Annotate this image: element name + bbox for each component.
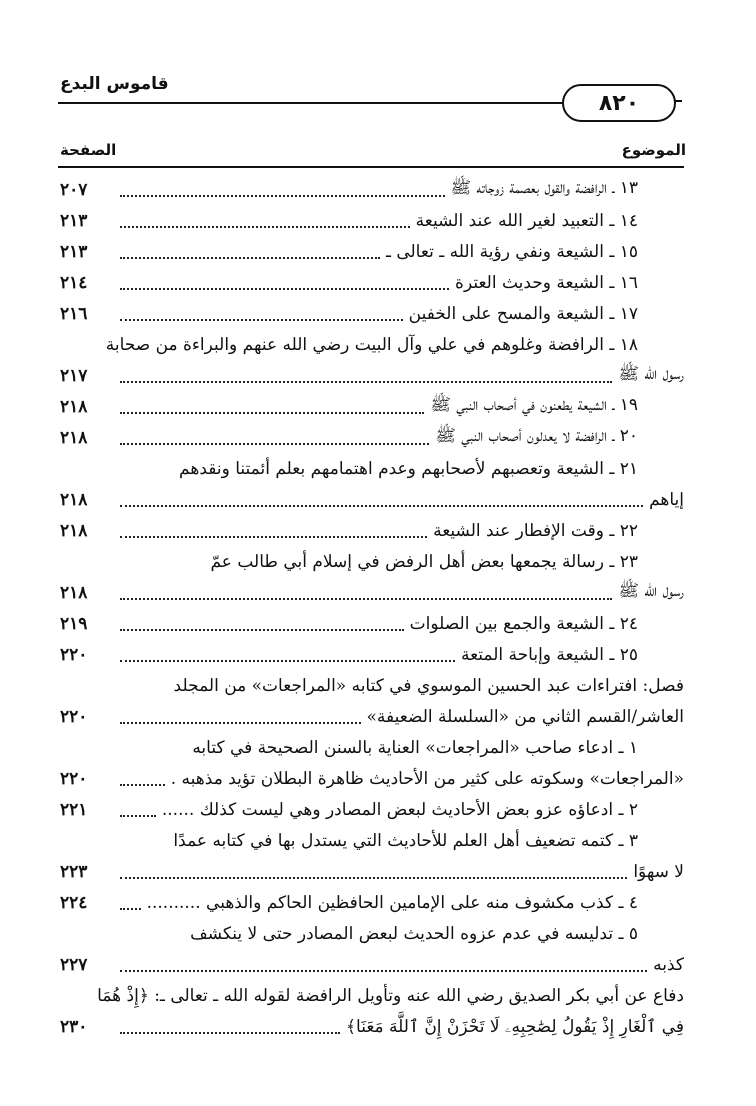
toc-entry-title: فصل: افتراءات عبد الحسين الموسوي في كتابه «المراجعات» من المجلد (173, 675, 684, 696)
toc-entry-title: إياهم (649, 489, 684, 510)
toc-entry-page: ٢٢٠ (60, 768, 88, 789)
toc-entry (60, 236, 684, 267)
dot-leader (120, 815, 156, 817)
toc-entry-title: ٢٠ ـ الرافضة لا يعدلون أصحاب النبي ﷺ (435, 426, 638, 446)
dot-leader (120, 319, 403, 321)
dot-leader (120, 195, 445, 197)
toc-entry (60, 608, 684, 639)
toc-entry-title: «المراجعات» وسكوته على كثير من الأحاديث ظاهرة البطلان تؤيد مذهبه . (170, 768, 684, 789)
toc-entry (60, 515, 684, 546)
toc-entry-title: ٢١ ـ الشيعة وتعصبهم لأصحابهم وعدم اهتمامهم بعلم أئمتنا ونقدهم (179, 458, 638, 479)
toc-entry-page: ٢٠٧ (60, 179, 88, 200)
subject-column-header: الموضوع (621, 141, 686, 159)
toc-entry (60, 732, 684, 763)
toc-entry-page: ٢١٨ (60, 582, 88, 603)
dot-leader (120, 908, 141, 910)
toc-entry-page: ٢١٨ (60, 489, 88, 510)
toc-entry (60, 1011, 684, 1042)
toc-entry (60, 546, 684, 577)
toc-entry (60, 794, 684, 825)
dot-leader (120, 660, 455, 662)
dot-leader (120, 288, 449, 290)
dot-leader (120, 970, 647, 972)
toc-entry (60, 453, 684, 484)
toc-entry (60, 639, 684, 670)
dot-leader (120, 877, 627, 879)
dot-leader (120, 1032, 340, 1034)
toc-entry (60, 918, 684, 949)
toc-entry (60, 577, 684, 608)
toc-entry-title: ١٣ ـ الرافضة والقول بعصمة زوجاته ﷺ (450, 178, 638, 198)
toc-entry (60, 329, 684, 360)
toc-entry (60, 701, 684, 732)
page-number: ٨٢٠ (598, 90, 640, 116)
toc-entry-page: ٢٢٧ (60, 954, 88, 975)
toc-entry-page: ٢١٤ (60, 272, 88, 293)
toc-entry-page: ٢٢٠ (60, 706, 88, 727)
dot-leader (120, 598, 612, 600)
toc-entry-page: ٢٢١ (60, 799, 88, 820)
toc-entry (60, 267, 684, 298)
toc-entry-title: ٥ ـ تدليسه في عدم عزوه الحديث لبعض المصادر حتى لا ينكشف (190, 923, 638, 944)
toc-entry-title: ١٥ ـ الشيعة ونفي رؤية الله ـ تعالى ـ (385, 241, 638, 262)
toc-entry-page: ٢١٧ (60, 365, 88, 386)
toc-entry-page: ٢١٨ (60, 520, 88, 541)
toc-entry-title: فِي ٱلْغَارِ إِذْ يَقُولُ لِصَٰحِبِهِۦ لَا تَحْزَنْ إِنَّ ٱللَّهَ مَعَنَا﴾ (346, 1017, 684, 1037)
dot-leader (120, 505, 643, 507)
toc-entry-page: ٢٣٠ (60, 1016, 88, 1037)
dot-leader (120, 257, 380, 259)
toc-entry (60, 980, 684, 1011)
toc-entry-title: العاشر/القسم الثاني من «السلسلة الضعيفة» (366, 706, 684, 727)
toc-entry-page: ٢١٣ (60, 210, 88, 231)
toc-entry-page: ٢٢٠ (60, 644, 88, 665)
dot-leader (120, 412, 424, 414)
toc-entry-title: كذبه (653, 954, 684, 975)
toc-entry-page: ٢١٨ (60, 396, 88, 417)
toc-entry-title: ٢٢ ـ وقت الإفطار عند الشيعة (433, 520, 638, 541)
toc-entry-title: ١٩ ـ الشيعة يطعنون في أصحاب النبي ﷺ (430, 395, 638, 415)
toc-entry-title: ١ ـ ادعاء صاحب «المراجعات» العناية بالسنن الصحيحة في كتابه (192, 737, 638, 758)
toc-entry-title: ٢ ـ ادعاؤه عزو بعض الأحاديث لبعض المصادر وهي ليست كذلك ...... (161, 799, 638, 820)
toc-entry-page: ٢١٨ (60, 427, 88, 448)
toc-entry-title: ١٨ ـ الرافضة وغلوهم في علي وآل البيت رضي الله عنهم والبراءة من صحابة (105, 334, 638, 355)
toc-entry-title: ٤ ـ كذب مكشوف منه على الإمامين الحافظين الحاكم والذهبي .......... (146, 892, 638, 913)
toc-entry-title: ١٤ ـ التعبيد لغير الله عند الشيعة (415, 210, 638, 231)
toc-entry (60, 825, 684, 856)
toc-entry-title: ٣ ـ كتمه تضعيف أهل العلم للأحاديث التي يستدل بها في كتابه عمدًا (173, 830, 638, 851)
dot-leader (120, 629, 404, 631)
table-of-contents (60, 174, 684, 1042)
toc-entry (60, 887, 684, 918)
toc-entry (60, 949, 684, 980)
dot-leader (120, 784, 165, 786)
toc-entry-title: ٢٥ ـ الشيعة وإباحة المتعة (460, 644, 638, 665)
header-rule (58, 102, 568, 104)
dot-leader (120, 443, 429, 445)
toc-entry (60, 360, 684, 391)
toc-entry (60, 670, 684, 701)
toc-entry (60, 422, 684, 453)
page-column-header: الصفحة (60, 141, 117, 159)
toc-entry-title: ٢٤ ـ الشيعة والجمع بين الصلوات (409, 613, 638, 634)
toc-entry-title: ١٦ ـ الشيعة وحديث العترة (455, 272, 638, 293)
page-number-badge (562, 84, 676, 122)
toc-entry-page: ٢١٦ (60, 303, 88, 324)
toc-entry (60, 856, 684, 887)
dot-leader (120, 722, 361, 724)
toc-entry-page: ٢٢٤ (60, 892, 88, 913)
toc-entry-page: ٢١٩ (60, 613, 88, 634)
columns-rule (58, 166, 684, 168)
toc-entry (60, 484, 684, 515)
toc-entry-title: لا سهوًا (633, 861, 684, 882)
dot-leader (120, 536, 427, 538)
toc-entry-page: ٢١٣ (60, 241, 88, 262)
toc-entry (60, 205, 684, 236)
toc-entry-page: ٢٢٣ (60, 861, 88, 882)
dot-leader (120, 226, 410, 228)
toc-entry-title: ١٧ ـ الشيعة والمسح على الخفين (408, 303, 638, 324)
toc-entry (60, 174, 684, 205)
toc-entry-title: دفاع عن أبي بكر الصديق رضي الله عنه وتأويل الرافضة لقوله الله ـ تعالى ـ: ﴿إِذْ هُمَا (97, 986, 684, 1006)
toc-entry (60, 391, 684, 422)
toc-entry (60, 298, 684, 329)
running-title: قاموس البدع (60, 74, 169, 94)
toc-entry (60, 763, 684, 794)
dot-leader (120, 381, 612, 383)
toc-entry-title: ٢٣ ـ رسالة يجمعها بعض أهل الرفض في إسلام أبي طالب عمّ (210, 551, 638, 572)
toc-entry-title: رسول الله ﷺ (618, 364, 684, 384)
toc-entry-title: رسول الله ﷺ (618, 581, 684, 601)
